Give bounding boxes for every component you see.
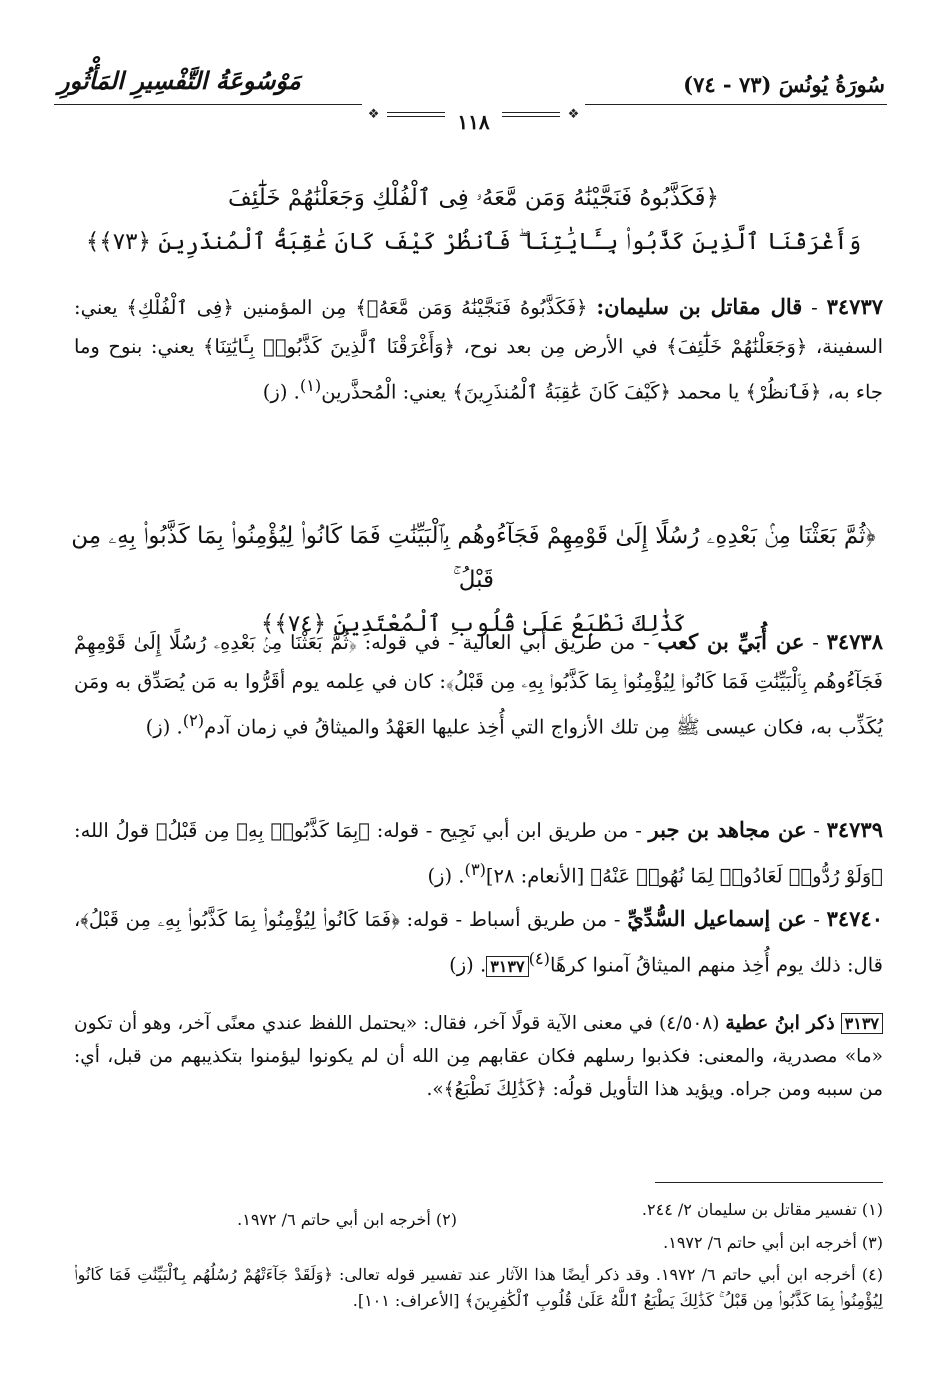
- footnote-separator: [655, 1182, 883, 1183]
- narrator-name: عن أُبَيِّ بن كعب: [657, 629, 805, 654]
- footnote-1: (١) تفسير مقاتل بن سليمان ٢/ ٢٤٤.: [641, 1200, 883, 1219]
- source-code: . (ز): [145, 715, 183, 739]
- tafsir-note-3137: [74, 1007, 883, 1106]
- source-code: . (ز): [262, 380, 300, 404]
- footnote-4: (٤) أخرجه ابن أبي حاتم ٦/ ١٩٧٢. وقد ذكر أيضًا هذا الآثار عند تفسير قوله تعالى: ﴿وَلَقَدْ جَآءَتْهُمْ رُسُلُهُم بِٱلْبَيِّنَٰتِ فَمَا كَانُوا۟ لِيُؤْمِنُوا۟ بِمَا كَذَّبُوا۟ مِن قَبْلُ ۚ كَذَٰلِكَ يَطْبَعُ ٱللَّهُ عَلَىٰ قُلُوبِ ٱلْكَٰفِرِينَ﴾ [الأعراف: ١٠١].: [74, 1265, 884, 1310]
- ornament-left-icon: ❖: [367, 106, 380, 122]
- tafsir-ref-box: ٣١٣٧: [841, 1013, 883, 1034]
- surah-heading: سُورَةُ يُونُسَ (٧٣ - ٧٤): [683, 72, 885, 97]
- narration-34739: ٣٤٧٣٩ - عن مجاهد بن جبر - من طريق ابن أبي نَجِيح - قوله: ﴿بِمَا كَذَّبُوا۟ بِهِۦ مِن قَبْلُ﴾ قولُ الله: ﴿وَلَوْ رُدُّوا۟ لَعَادُوا۟ لِمَا نُهُوا۟ عَنْهُ﴾ [الأنعام: ٢٨]$^{(٣)}$. (ز): [74, 817, 883, 888]
- footnote-mark: (٢): [182, 711, 205, 730]
- footnote-2: (٢) أخرجه ابن أبي حاتم ٦/ ١٩٧٢.: [237, 1210, 457, 1229]
- narration-text: ﴿فَكَذَّبُوهُ فَنَجَّيْنَٰهُ وَمَن مَّعَهُۥ﴾ مِن المؤمنين ﴿فِى ٱلْفُلْكِ﴾ يعني: السفينة، ﴿وَجَعَلْنَٰهُمْ خَلَٰٓئِفَ﴾ في الأرض مِن بعد نوح، ﴿وَأَغْرَقْنَا ٱلَّذِينَ كَذَّبُوا۟ بِـَٔايَٰتِنَا﴾ يعني: بنوح وما جاء به، ﴿فَٱنظُرْ﴾ يا محمد ﴿كَيْفَ كَانَ عَٰقِبَةُ ٱلْمُنذَرِينَ﴾ يعني: الْمُحذَّرين: [74, 296, 883, 404]
- footnote-mark: (٤): [528, 949, 550, 968]
- narration-text: - من طريق أبي العالية - في قوله: ﴿ثُمَّ بَعَثْنَا مِنۢ بَعْدِهِۦ رُسُلًا إِلَىٰ قَوْمِهِمْ فَجَآءُوهُم بِٱلْبَيِّنَٰتِ فَمَا كَانُوا۟ لِيُؤْمِنُوا۟ بِمَا كَذَّبُوا۟ بِهِۦ مِن قَبْلُ﴾: كان في عِلمه يوم أقَرُّوا به مَن يُصَدِّق به ومَن يُكَذِّب به، فكان عيسى ﷺ مِن تلك الأزواج التي أُخِذ عليها العَهْدُ والميثاقُ في زمان آدم: [74, 631, 883, 739]
- tafsir-ref-box: ٣١٣٧: [486, 956, 528, 977]
- narration-number: ٣٤٧٣٧: [826, 294, 884, 319]
- source-code: . (ز): [449, 953, 487, 977]
- note-author: ذكر ابنُ عطية: [725, 1012, 835, 1034]
- narrator-name: عن إسماعيل السُّدِّيِّ: [627, 906, 807, 931]
- quran-verse-73: [70, 176, 877, 264]
- page-number-ornament: [0, 104, 947, 134]
- page-number: ١١٨: [457, 110, 490, 134]
- narration-number: ٣٤٧٣٩: [826, 817, 883, 842]
- verse-line: ﴿فَكَذَّبُوهُ فَنَجَّيْنَٰهُ وَمَن مَّعَهُۥ فِى ٱلْفُلْكِ وَجَعَلْنَٰهُمْ خَلَٰٓئِفَ: [228, 185, 719, 211]
- ornament-right-icon: ❖: [567, 106, 580, 122]
- narration-34737: ٣٤٧٣٧ - قال مقاتل بن سليمان: ﴿فَكَذَّبُوهُ فَنَجَّيْنَٰهُ وَمَن مَّعَهُۥ﴾ مِن المؤمنين ﴿فِى ٱلْفُلْكِ﴾ يعني: السفينة، ﴿وَجَعَلْنَٰهُمْ خَلَٰٓئِفَ﴾ في الأرض مِن بعد نوح، ﴿وَأَغْرَقْنَا ٱلَّذِينَ كَذَّبُوا۟ بِـَٔايَٰتِنَا﴾ يعني: بنوح وما جاء به، ﴿فَٱنظُرْ﴾ يا محمد ﴿كَيْفَ كَانَ عَٰقِبَةُ ٱلْمُنذَرِينَ﴾ يعني: الْمُحذَّرين$^{(١)}$. (ز): [74, 294, 884, 404]
- narrator-name: قال مقاتل بن سليمان:: [596, 294, 803, 319]
- book-title-calligraphy: مَوْسُوعَةُ التَّفْسِيرِ المَأْثُورِ: [58, 66, 301, 95]
- verse-line: وَأَغْرَقْنَا ٱلَّذِينَ كَذَّبُوا۟ بِـَٔايَٰتِنَا ۖ فَٱنظُرْ كَيْفَ كَانَ عَٰقِبَةُ ٱلْمُنذَرِينَ ﴿٧٣﴾﴾: [85, 229, 862, 255]
- verse-line: كَذَٰلِكَ نَطْبَعُ عَلَىٰ قُلُوبِ ٱلْمُعْتَدِينَ ﴿٧٤﴾﴾: [260, 611, 687, 637]
- ornament-line: [502, 112, 560, 117]
- narration-text: - من طريق أسباط - قوله: ﴿فَمَا كَانُوا۟ لِيُؤْمِنُوا۟ بِمَا كَذَّبُوا۟ بِهِۦ مِن قَبْلُ﴾، قال: ذلك يوم أُخِذ منهم الميثاقُ آمنوا كرهًا: [74, 908, 883, 977]
- verse-line: ﴿ثُمَّ بَعَثْنَا مِنۢ بَعْدِهِۦ رُسُلًا إِلَىٰ قَوْمِهِمْ فَجَآءُوهُم بِٱلْبَيِّنَٰتِ فَمَا كَانُوا۟ لِيُؤْمِنُوا۟ بِمَا كَذَّبُوا۟ بِهِۦ مِن قَبْلُ ۚ: [71, 523, 876, 593]
- note-text: (٤/٥٠٨) في معنى الآية قولًا آخر، فقال: «يحتمل اللفظ عندي معنًى آخر، وهو أن تكون «ما» مصدرية، والمعنى: فكذبوا رسلهم فكان عقابهم مِن الله أن لم يكونوا ليؤمنوا بتكذيبهم من قبل، أي: من سببه ومن جراه. ويؤيد هذا التأويل قولُه: ﴿كَذَٰلِكَ نَطْبَعُ﴾».: [74, 1013, 883, 1100]
- source-code: . (ز): [427, 864, 465, 888]
- ornament-line: [387, 112, 445, 117]
- footnote-3: (٣) أخرجه ابن أبي حاتم ٦/ ١٩٧٢.: [663, 1233, 883, 1252]
- narrator-name: عن مجاهد بن جبر: [648, 817, 807, 842]
- narration-text: - من طريق ابن أبي نَجِيح - قوله: ﴿بِمَا كَذَّبُوا۟ بِهِۦ مِن قَبْلُ﴾ قولُ الله: ﴿وَلَوْ رُدُّوا۟ لَعَادُوا۟ لِمَا نُهُوا۟ عَنْهُ﴾ [الأنعام: ٢٨]: [74, 819, 883, 888]
- narration-34740: ٣٤٧٤٠ - عن إسماعيل السُّدِّيِّ - من طريق أسباط - قوله: ﴿فَمَا كَانُوا۟ لِيُؤْمِنُوا۟ بِمَا كَذَّبُوا۟ بِهِۦ مِن قَبْلُ﴾، قال: ذلك يوم أُخِذ منهم الميثاقُ آمنوا كرهًا$^{(٤)}$٣١٣٧. (ز): [74, 906, 883, 977]
- narration-number: ٣٤٧٣٨: [826, 629, 883, 654]
- footnote-mark: (٣): [464, 860, 486, 879]
- narration-34738: ٣٤٧٣٨ - عن أُبَيِّ بن كعب - من طريق أبي العالية - في قوله: ﴿ثُمَّ بَعَثْنَا مِنۢ بَعْدِهِۦ رُسُلًا إِلَىٰ قَوْمِهِمْ فَجَآءُوهُم بِٱلْبَيِّنَٰتِ فَمَا كَانُوا۟ لِيُؤْمِنُوا۟ بِمَا كَذَّبُوا۟ بِهِۦ مِن قَبْلُ﴾: كان في عِلمه يوم أقَرُّوا به مَن يُصَدِّق به ومَن يُكَذِّب به، فكان عيسى ﷺ مِن تلك الأزواج التي أُخِذ عليها العَهْدُ والميثاقُ في زمان آدم$^{(٢)}$. (ز): [74, 629, 883, 739]
- footnote-mark: (١): [299, 376, 322, 395]
- narration-number: ٣٤٧٤٠: [826, 906, 883, 931]
